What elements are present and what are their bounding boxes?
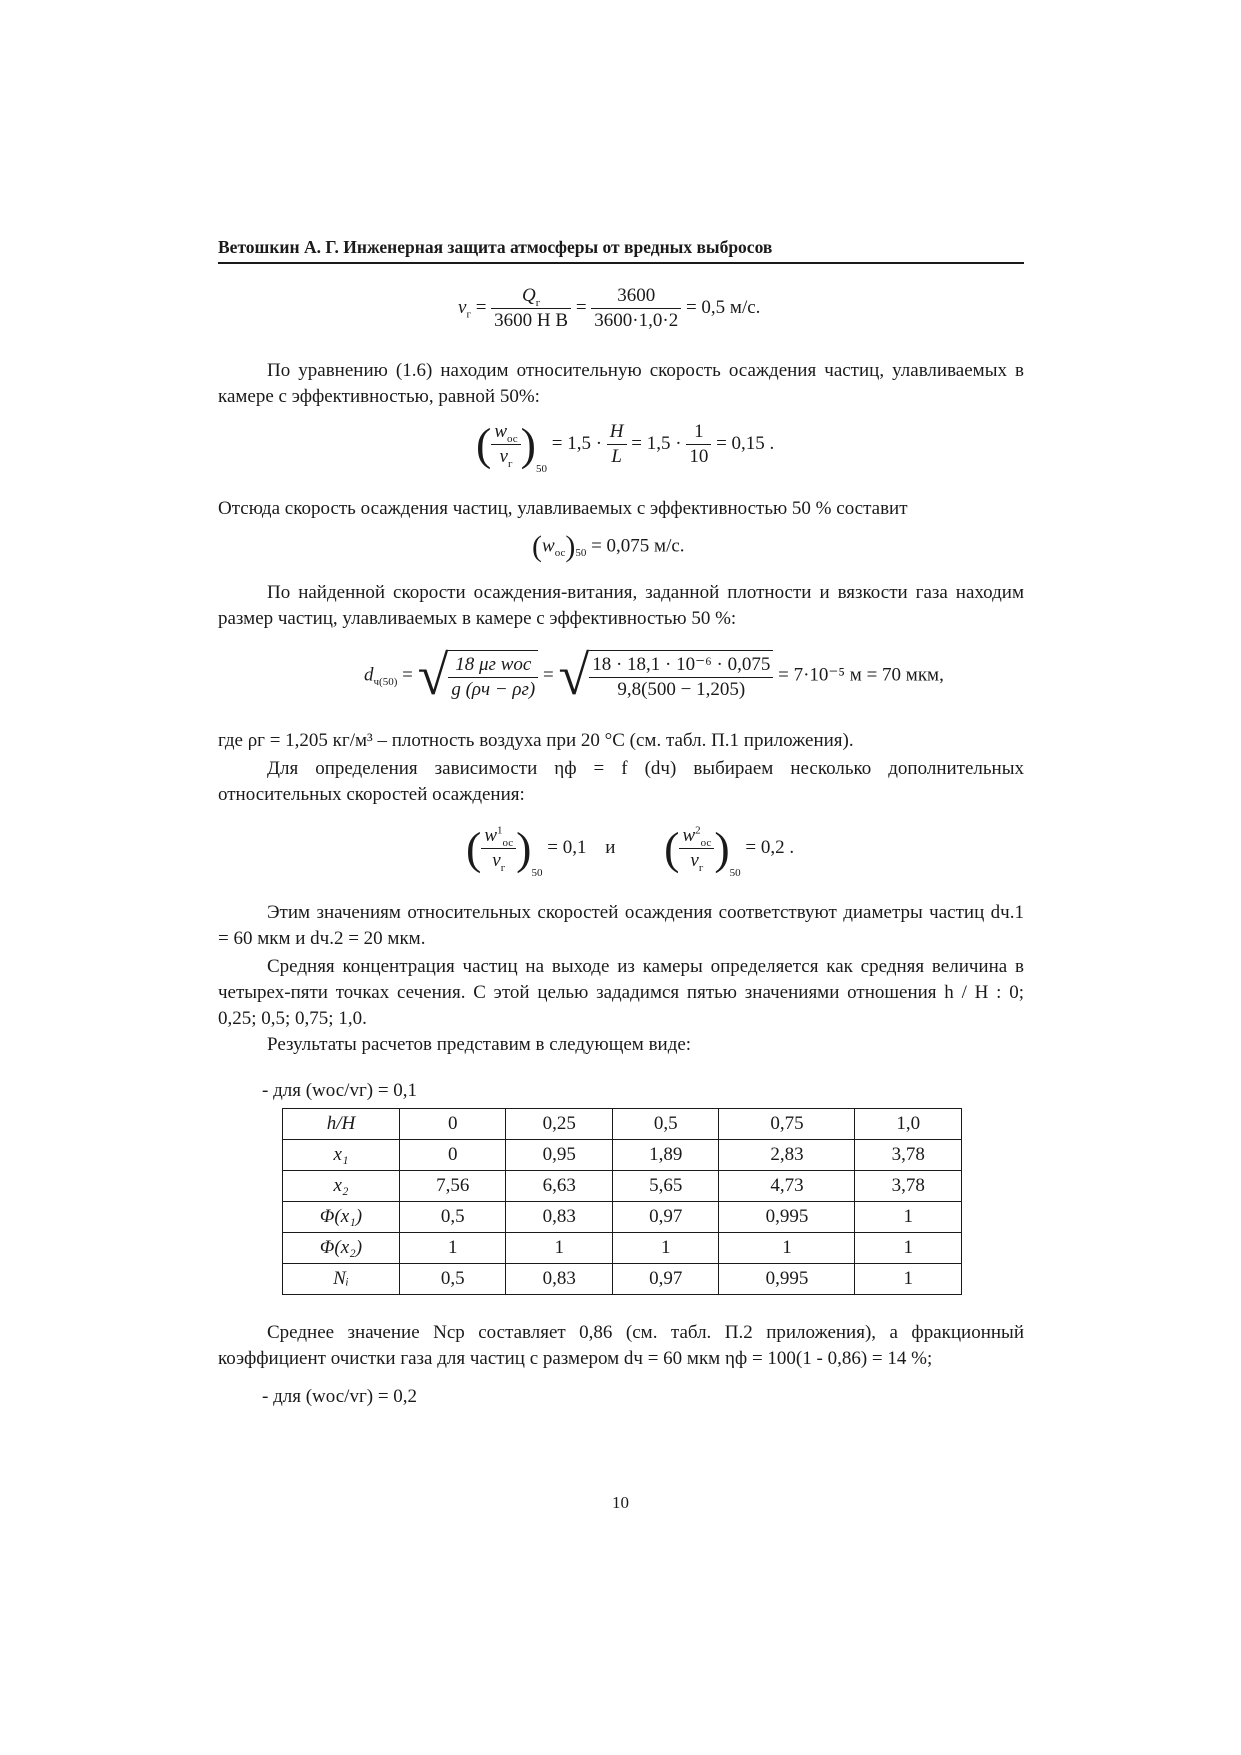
running-header: Ветошкин А. Г. Инженерная защита атмосферы от вредных выбросов <box>218 237 773 257</box>
row-label: x₂ <box>283 1171 400 1202</box>
row-label: x₁ <box>283 1140 400 1171</box>
table-cell: 0,75 <box>719 1109 855 1140</box>
table-cell: 0,97 <box>612 1202 718 1233</box>
page-number: 10 <box>612 1493 629 1512</box>
table-cell: 0,97 <box>612 1264 718 1295</box>
table-cell: 0 <box>400 1109 506 1140</box>
table-cell: 1 <box>855 1202 962 1233</box>
table-row <box>283 1202 962 1233</box>
table-cell: 1 <box>506 1233 612 1264</box>
paragraph-3: По найденной скорости осаждения-витания, заданной плотности и вязкости газа находим размер частиц, улавливаемых в камере с эффективностью 50 %: <box>218 582 1024 629</box>
table-cell: 2,83 <box>719 1140 855 1171</box>
row-label: Φ(x₁) <box>283 1202 400 1233</box>
table-cell: 7,56 <box>400 1171 506 1202</box>
table-row <box>283 1140 962 1171</box>
table-cell: 1,89 <box>612 1140 718 1171</box>
formula-diameter: $d_{ч(50)}$ = √ $\frac{\text{18 μг wос}}{g (\rho ч - \rho г)}$ = √ $\frac{\text{18 · 18,1 · 10⁻⁶ · 0,075}}{9,8(500 - 1,205)}$ = 7·10⁻⁵ м = 70 мкм, <box>364 645 944 707</box>
table-cell: 4,73 <box>719 1171 855 1202</box>
case-label-2: - для (wос/vг) = 0,2 <box>262 1386 418 1407</box>
table-cell: 0,83 <box>506 1202 612 1233</box>
table-cell: 0,5 <box>400 1264 506 1295</box>
paragraph-1: По уравнению (1.6) находим относительную скорость осаждения частиц, улавливаемых в камере с эффективностью, равной 50%: <box>218 360 1024 407</box>
table-row <box>283 1233 962 1264</box>
formula-w50: $(w_{ос})_{50} = 0,075$ м/с. <box>532 530 685 563</box>
table-cell: 5,65 <box>612 1171 718 1202</box>
paragraph-4: где ρг = 1,205 кг/м³ – плотность воздуха при 20 °С (см. табл. П.1 приложения). <box>218 730 854 751</box>
table-cell: 0,5 <box>400 1202 506 1233</box>
paragraph-2: Отсюда скорость осаждения частиц, улавливаемых с эффективностью 50 % составит <box>218 498 908 519</box>
paragraph-5: Для определения зависимости ηф = f (dч) выбираем несколько дополнительных относительных скоростей осаждения: <box>218 758 1024 805</box>
table-cell: 0,995 <box>719 1264 855 1295</box>
table-cell: 1 <box>855 1233 962 1264</box>
table-cell: 0,83 <box>506 1264 612 1295</box>
row-label: Nᵢ <box>283 1264 400 1295</box>
table-cell: 1 <box>400 1233 506 1264</box>
table-cell: 1,0 <box>855 1109 962 1140</box>
paragraph-7: Средняя концентрация частиц на выходе из камеры определяется как средняя величина в четырех-пяти точках сечения. С этой целью зададимся пятью значениями отношения h / H : 0; 0,25; 0,5; 0,75; 1,0. <box>218 956 1024 1029</box>
header-rule <box>218 262 1024 264</box>
case-label-1: - для (wос/vг) = 0,1 <box>262 1080 418 1101</box>
table-cell: 1 <box>612 1233 718 1264</box>
table-cell: 0,95 <box>506 1140 612 1171</box>
formula-two-ratios: ( $\frac{w^1_{ос}}{v_г}$ )$_{50} = 0,1$ и ( $\frac{w^2_{ос}}{v_г}$ )$_{50} = 0,2$ . <box>466 822 795 879</box>
table-cell: 3,78 <box>855 1140 962 1171</box>
table-cell: 0,995 <box>719 1202 855 1233</box>
table-cell: 6,63 <box>506 1171 612 1202</box>
table-cell: 0 <box>400 1140 506 1171</box>
paragraph-9: Среднее значение Nср составляет 0,86 (см. табл. П.2 приложения), а фракционный коэффициент очистки газа для частиц с размером dч = 60 мкм ηф = 100(1 - 0,86) = 14 %; <box>218 1322 1024 1369</box>
results-table <box>282 1108 962 1295</box>
table-cell: 3,78 <box>855 1171 962 1202</box>
paragraph-8: Результаты расчетов представим в следующем виде: <box>267 1034 692 1055</box>
formula-ratio: ( $\frac{w_{ос}}{v_г}$ )$_{50} = 1,5$ · $\frac{H}{L}$ = 1,5 · $\frac{1}{10}$ = 0,15 . <box>476 418 775 475</box>
paragraph-6: Этим значениям относительных скоростей осаждения соответствуют диаметры частиц dч.1 = 60 мкм и dч.2 = 20 мкм. <box>218 902 1024 949</box>
row-label: Φ(x₂) <box>283 1233 400 1264</box>
formula-gas-velocity: $v_г$ = $\frac{Q_г}{\text{3600 H B}}$ = $\frac{3600}{3600\cdot 1,0\cdot 2}$ = 0,5 м/с. <box>458 285 761 331</box>
table-row <box>283 1264 962 1295</box>
table-row <box>283 1171 962 1202</box>
table-cell: 0,5 <box>612 1109 718 1140</box>
table-cell: 1 <box>719 1233 855 1264</box>
table-row <box>283 1109 962 1140</box>
table-cell: 1 <box>855 1264 962 1295</box>
table-cell: 0,25 <box>506 1109 612 1140</box>
row-label: h/H <box>283 1109 400 1140</box>
